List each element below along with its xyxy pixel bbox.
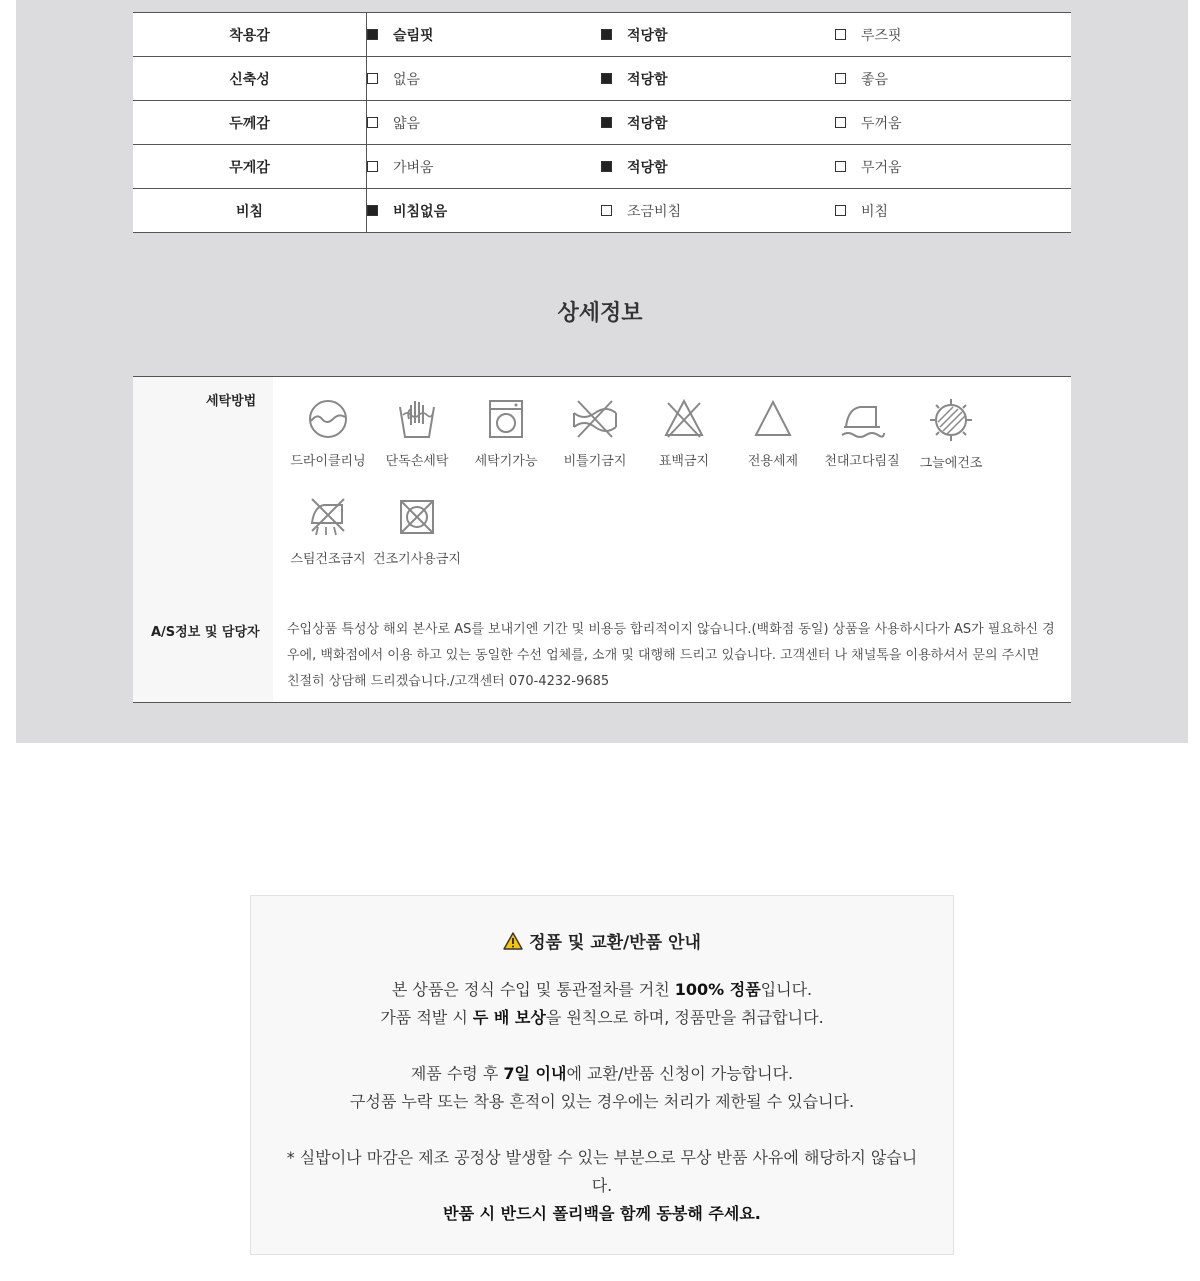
notice-text: 을 원칙으로 하며, 정품만을 취급합니다. [545, 1008, 824, 1027]
notice-title-text: 정품 및 교환/반품 안내 [529, 933, 701, 953]
warning-icon [503, 932, 523, 950]
fit-options [367, 13, 1072, 57]
checked-box-icon [601, 117, 612, 128]
care-item [372, 397, 462, 469]
washing-machine-icon [484, 397, 528, 441]
as-line: 친절히 상담해 드리겠습니다./고객센터 070-4232-9685 [287, 674, 610, 689]
checked-box-icon [367, 29, 378, 40]
fit-row [133, 145, 1071, 189]
notice-text: 본 상품은 정식 수입 및 통관절차를 거친 [391, 980, 675, 999]
fit-row [133, 13, 1071, 57]
shade-dry-icon [928, 397, 974, 443]
fit-option [835, 201, 1069, 221]
checked-box-icon [601, 161, 612, 172]
authenticity-return-notice [250, 895, 954, 1255]
notice-emphasis: 100% 정품 [674, 980, 761, 999]
unchecked-box-icon [601, 205, 612, 216]
fit-row-label: 비침 [133, 189, 367, 233]
fit-option [367, 69, 601, 89]
checked-box-icon [601, 29, 612, 40]
fit-option-label: 슬림핏 [393, 27, 434, 44]
unchecked-box-icon [835, 73, 846, 84]
fit-row-label: 두께감 [133, 101, 367, 145]
fit-row [133, 101, 1071, 145]
fit-option [601, 113, 835, 133]
no-bleach-icon [662, 397, 706, 441]
fit-option [601, 25, 835, 45]
care-caption: 드라이클리닝 [290, 454, 366, 469]
checked-box-icon [601, 73, 612, 84]
care-caption: 표백금지 [658, 454, 710, 469]
no-steam-icon [306, 495, 350, 539]
notice-text: 입니다. [760, 980, 813, 999]
unchecked-box-icon [367, 161, 378, 172]
care-item [461, 397, 551, 469]
fit-option-label: 없음 [393, 71, 421, 88]
fit-option [835, 69, 1069, 89]
notice-line-1 [251, 977, 953, 1000]
care-item [906, 397, 996, 471]
fit-options [367, 101, 1072, 145]
fit-options [367, 189, 1072, 233]
fit-row-label: 신축성 [133, 57, 367, 101]
hand-wash-icon [395, 397, 439, 441]
detail-table [133, 376, 1071, 703]
fit-option-label: 적당함 [627, 71, 668, 88]
care-caption: 비틀기금지 [563, 454, 627, 469]
fit-option [367, 113, 601, 133]
notice-text: 제품 수령 후 [410, 1064, 504, 1083]
fit-option-label: 적당함 [627, 159, 668, 176]
care-item [639, 397, 729, 469]
fit-option [835, 157, 1069, 177]
care-caption: 천대고다림질 [824, 454, 900, 469]
as-info-label: A/S정보 및 담당자 [151, 625, 260, 640]
fit-option [367, 25, 601, 45]
wash-method-label: 세탁방법 [206, 394, 257, 409]
care-item [728, 397, 818, 469]
care-item [283, 495, 373, 567]
unchecked-box-icon [835, 117, 846, 128]
fit-row [133, 189, 1071, 233]
care-caption: 단독손세탁 [385, 454, 449, 469]
care-caption: 그늘에건조 [919, 456, 983, 471]
care-caption: 세탁기가능 [474, 454, 538, 469]
dry-cleaning-icon [306, 397, 350, 441]
iron-over-cloth-icon [838, 397, 886, 441]
notice-title [251, 928, 953, 953]
fit-option-label: 적당함 [627, 27, 668, 44]
care-caption: 전용세제 [747, 454, 799, 469]
fit-option [835, 25, 1069, 45]
fit-option-label: 루즈핏 [861, 27, 902, 44]
notice-line-3 [251, 1061, 953, 1084]
fit-option [601, 201, 835, 221]
notice-line-4: 구성품 누락 또는 착용 흔적이 있는 경우에는 처리가 제한될 수 있습니다. [349, 1092, 855, 1111]
fit-row [133, 57, 1071, 101]
fit-option-label: 좋음 [861, 71, 889, 88]
fit-option-label: 적당함 [627, 115, 668, 132]
no-dryer-icon [395, 495, 439, 539]
unchecked-box-icon [835, 205, 846, 216]
notice-emphasis: 두 배 보상 [472, 1008, 546, 1027]
fit-option-label: 가벼움 [393, 159, 434, 176]
checked-box-icon [367, 205, 378, 216]
fit-option-label: 조금비침 [627, 203, 682, 220]
fit-option-label: 두꺼움 [861, 115, 902, 132]
care-item [817, 397, 907, 469]
as-info-text [287, 617, 1057, 695]
notice-text: 가품 적발 시 [380, 1008, 473, 1027]
detail-section-title: 상세정보 [557, 301, 643, 326]
unchecked-box-icon [367, 117, 378, 128]
fit-table [133, 12, 1071, 233]
fit-option [601, 157, 835, 177]
fit-row-label: 무게감 [133, 145, 367, 189]
notice-emphasis: 7일 이내 [503, 1064, 567, 1083]
notice-text: 에 교환/반품 신청이 가능합니다. [566, 1064, 794, 1083]
notice-line-5: * 실밥이나 마감은 제조 공정상 발생할 수 있는 부분으로 무상 반품 사유에 해당하지 않습니 [286, 1148, 918, 1167]
fit-option [601, 69, 835, 89]
as-line: 수입상품 특성상 해외 본사로 AS를 보내기엔 기간 및 비용등 합리적이지 않습니다.(백화점 동일) 상품을 사용하시다가 AS가 필요하신 경 [287, 622, 1055, 637]
fit-row-label: 착용감 [133, 13, 367, 57]
notice-line-2 [251, 1005, 953, 1028]
fit-option-label: 비침 [861, 203, 889, 220]
care-item [283, 397, 373, 469]
notice-line-7: 반품 시 반드시 폴리백을 함께 동봉해 주세요. [443, 1204, 761, 1223]
care-caption: 건조기사용금지 [373, 552, 461, 567]
fit-options [367, 145, 1072, 189]
fit-option-label: 무거움 [861, 159, 902, 176]
care-item [372, 495, 462, 567]
fit-option-label: 얇음 [393, 115, 421, 132]
fit-option-label: 비침없음 [393, 203, 448, 220]
detail-label-column [133, 377, 273, 702]
unchecked-box-icon [367, 73, 378, 84]
fit-option [835, 113, 1069, 133]
as-line: 우에, 백화점에서 이용 하고 있는 동일한 수선 업체를, 소개 및 대행해 드리고 있습니다. 고객센터 나 채널톡을 이용하셔서 문의 주시면 [287, 648, 1040, 663]
care-item [550, 397, 640, 469]
unchecked-box-icon [835, 29, 846, 40]
unchecked-box-icon [835, 161, 846, 172]
care-caption: 스팀건조금지 [290, 552, 366, 567]
fit-options [367, 57, 1072, 101]
neutral-detergent-icon [751, 397, 795, 441]
fit-option [367, 157, 601, 177]
fit-option [367, 201, 601, 221]
no-wring-icon [570, 397, 620, 441]
notice-line-6: 다. [591, 1176, 613, 1195]
